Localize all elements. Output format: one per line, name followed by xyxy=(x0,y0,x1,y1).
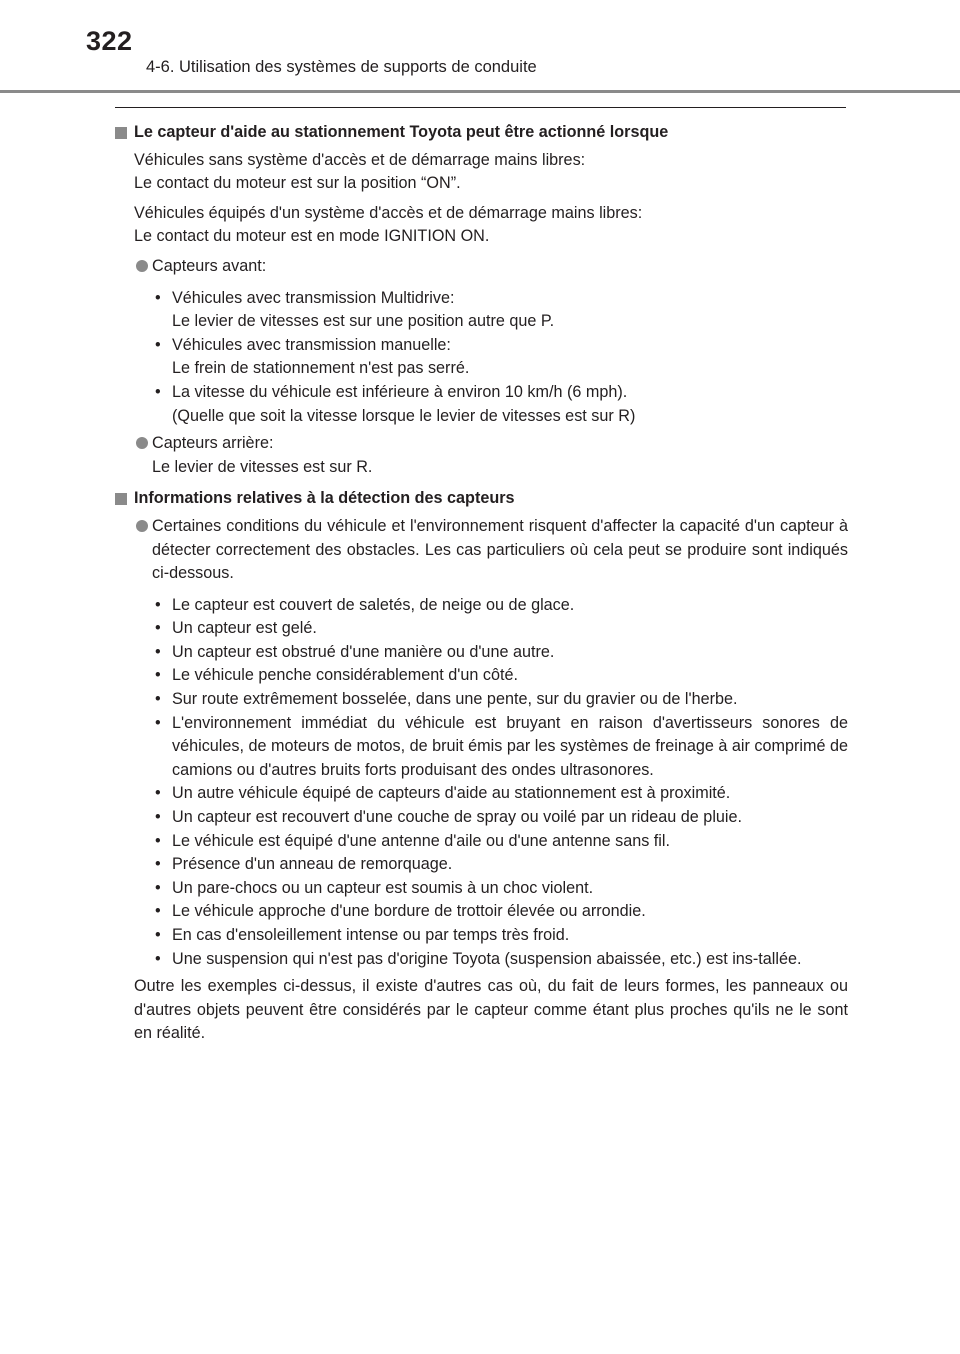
list-item xyxy=(115,806,848,830)
list-item-line: (Quelle que soit la vitesse lorsque le levier de vitesses est sur R) xyxy=(172,406,636,425)
section-heading-text: Informations relatives à la détection des capteurs xyxy=(134,489,515,508)
page-content xyxy=(115,121,848,1046)
list-item-text: Présence d'un anneau de remorquage. xyxy=(172,855,453,874)
list-item xyxy=(115,948,848,972)
list-item xyxy=(115,641,848,665)
list-item xyxy=(115,617,848,641)
paragraph-line: Le contact du moteur est en mode IGNITION ON. xyxy=(134,227,490,246)
list-item xyxy=(115,287,848,334)
circle-bullet-icon xyxy=(136,260,148,272)
bullet-dot: • xyxy=(155,642,161,661)
list-item xyxy=(115,594,848,618)
bullet-dot: • xyxy=(155,335,161,354)
header-divider xyxy=(0,90,960,93)
item-line: Capteurs arrière: xyxy=(152,434,274,453)
paragraph-line: Véhicules sans système d'accès et de démarrage mains libres: xyxy=(134,150,586,169)
list-item-text: L'environnement immédiat du véhicule est bruyant en raison d'avertisseurs sonores de véhicules, de moteurs de motos, de bruit émis par les systèmes de freinage à air comprimé de camions ou d'autres bruits forts produisant des ondes ultrasonores. xyxy=(172,713,848,779)
section-heading xyxy=(115,487,848,511)
bullet-dot: • xyxy=(155,784,161,803)
item-line: Le levier de vitesses est sur R. xyxy=(152,457,373,476)
square-bullet-icon xyxy=(115,493,127,505)
list-item-text: Le véhicule approche d'une bordure de trottoir élevée ou arrondie. xyxy=(172,902,646,921)
bullet-dot: • xyxy=(155,878,161,897)
list-item xyxy=(115,688,848,712)
bullet-dot: • xyxy=(155,855,161,874)
item-title: Capteurs avant: xyxy=(152,256,267,275)
list-item xyxy=(115,664,848,688)
rear-sensors-item xyxy=(115,432,848,479)
list-item-text: Un pare-chocs ou un capteur est soumis à un choc violent. xyxy=(172,878,594,897)
list-item-text: Sur route extrêmement bosselée, dans une pente, sur du gravier ou de l'herbe. xyxy=(172,690,738,709)
bullet-dot: • xyxy=(155,949,161,968)
paragraph-line: Le contact du moteur est sur la position “ON”. xyxy=(134,174,461,193)
list-item-text: Un capteur est obstrué d'une manière ou d'une autre. xyxy=(172,642,555,661)
list-item xyxy=(115,712,848,783)
page-header xyxy=(0,0,960,96)
bullet-dot: • xyxy=(155,666,161,685)
list-item-text: Un capteur est gelé. xyxy=(172,619,317,638)
section-heading-text: Le capteur d'aide au stationnement Toyota peut être actionné lorsque xyxy=(134,123,669,141)
list-item xyxy=(115,782,848,806)
list-item-text: Le capteur est couvert de saletés, de neige ou de glace. xyxy=(172,595,575,614)
list-item xyxy=(115,924,848,948)
list-item-text: Un capteur est recouvert d'une couche de spray ou voilé par un rideau de pluie. xyxy=(172,808,743,827)
detection-conditions-list xyxy=(115,594,848,972)
list-item-text: En cas d'ensoleillement intense ou par temps très froid. xyxy=(172,926,570,944)
chapter-title: 4-6. Utilisation des systèmes de supports de conduite xyxy=(146,58,537,76)
square-bullet-icon xyxy=(115,127,127,139)
list-item-line: Véhicules avec transmission manuelle: xyxy=(172,335,451,354)
list-item-line: Véhicules avec transmission Multidrive: xyxy=(172,288,455,307)
item-text: Certaines conditions du véhicule et l'environnement risquent d'affecter la capacité d'un capteur à détecter correctement des obstacles. Les cas particuliers où cela peut se produire sont indiqués ci-dessous. xyxy=(152,516,848,583)
list-item-text: Le véhicule est équipé d'une antenne d'aile ou d'une antenne sans fil. xyxy=(172,831,670,850)
closing-paragraph: Outre les exemples ci-dessus, il existe d'autres cas où, du fait de leurs formes, les panneaux ou d'autres objets peuvent être considérés par le capteur comme étant plus proches qu'ils ne le sont en réalité. xyxy=(134,977,848,1043)
bullet-dot: • xyxy=(155,926,161,944)
circle-bullet-icon xyxy=(136,520,148,532)
condition-paragraph xyxy=(134,149,848,196)
bullet-dot: • xyxy=(155,595,161,614)
list-item xyxy=(115,853,848,877)
paragraph-line: Véhicules équipés d'un système d'accès et de démarrage mains libres: xyxy=(134,203,643,222)
list-item-text: Un autre véhicule équipé de capteurs d'aide au stationnement est à proximité. xyxy=(172,784,731,803)
content-top-rule xyxy=(115,107,846,108)
bullet-dot: • xyxy=(155,690,161,709)
list-item-line: Le levier de vitesses est sur une position autre que P. xyxy=(172,312,555,331)
list-item xyxy=(115,900,848,924)
bullet-dot: • xyxy=(155,902,161,921)
bullet-dot: • xyxy=(155,713,161,732)
bullet-dot: • xyxy=(155,808,161,827)
circle-bullet-icon xyxy=(136,437,148,449)
list-item xyxy=(115,334,848,381)
front-sensors-list xyxy=(115,287,848,429)
page-number: 322 xyxy=(86,26,133,56)
condition-paragraph xyxy=(134,202,848,249)
bullet-dot: • xyxy=(155,288,161,307)
list-item xyxy=(115,381,848,428)
list-item-text: Le véhicule penche considérablement d'un côté. xyxy=(172,666,518,685)
list-item-text: Une suspension qui n'est pas d'origine Toyota (suspension abaissée, etc.) est ins-tallée. xyxy=(172,949,802,968)
front-sensors-item xyxy=(115,255,848,279)
detection-intro-item xyxy=(115,515,848,586)
bullet-dot: • xyxy=(155,831,161,850)
bullet-dot: • xyxy=(155,619,161,638)
section-heading xyxy=(115,121,848,145)
list-item-line: La vitesse du véhicule est inférieure à environ 10 km/h (6 mph). xyxy=(172,382,628,401)
bullet-dot: • xyxy=(155,382,161,401)
list-item xyxy=(115,830,848,854)
list-item-line: Le frein de stationnement n'est pas serré. xyxy=(172,359,470,378)
list-item xyxy=(115,877,848,901)
